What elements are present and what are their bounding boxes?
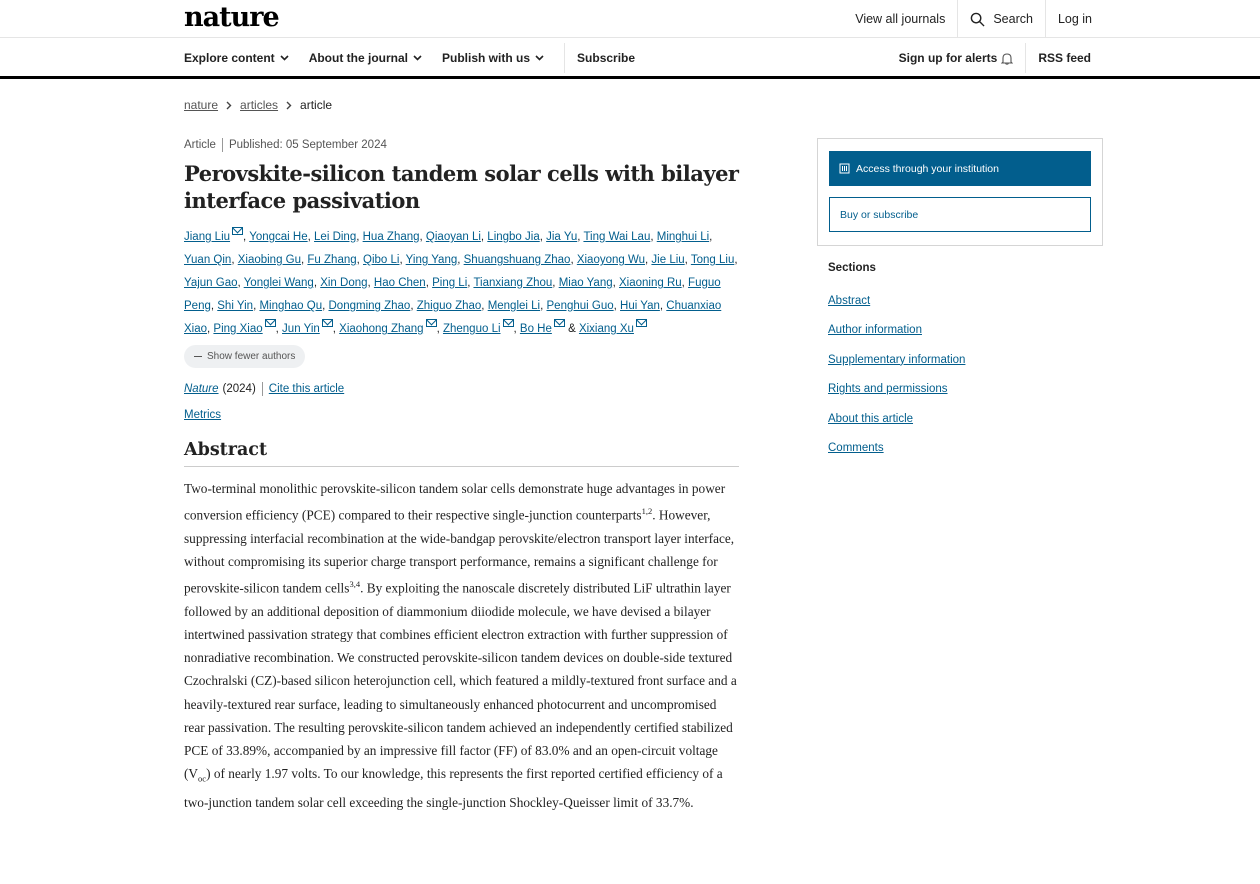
meta-divider (222, 138, 223, 152)
article-type: Article (184, 139, 216, 151)
top-links (843, 0, 1104, 38)
publication-year: (2024) (222, 383, 256, 395)
access-label: Access through your institution (856, 162, 999, 175)
email-icon[interactable] (232, 227, 243, 235)
nav-publish-with-us[interactable] (442, 51, 544, 65)
author-link[interactable]: Menglei Li (487, 300, 541, 312)
sign-up-alerts-button[interactable] (887, 51, 1026, 65)
section-link-comments[interactable]: Comments (828, 441, 884, 454)
author-link[interactable]: Fuguo Peng (184, 277, 721, 312)
sections-title: Sections (828, 262, 876, 274)
author-list: Jiang Liu , Yongcai He, Lei Ding, Hua Zhang, Qiaoyan Li, Lingbo Jia, Jia Yu, Ting Wai Lau, Minghui Li, Yuan Qin, Xiaobing Gu, Fu Zhang, Qibo Li, Ying Yang, Shuangshuang Zhao, Xiaoyong Wu, Jie Liu, Tong Liu, Yajun Gao, Yonglei Wang, Xin Dong, Hao Chen, Ping Li, Tianxiang Zhou, Miao Yang, Xiaoning Ru, Fuguo Peng, Shi Yin, Minghao Qu, Dongming Zhao, Zhiguo Zhao, Menglei Li, Penghui Guo, Hui Yan, Chuanxiao Xiao, Ping Xiao , Jun Yin , Xiaohong Zhang , Zhenguo Li , Bo He & Xixiang Xu (184, 226, 739, 341)
citation-row (184, 382, 739, 396)
email-icon[interactable] (265, 319, 276, 327)
author-link[interactable]: Xiaoyong Wu (576, 254, 646, 266)
author-link[interactable]: Lingbo Jia (487, 231, 540, 243)
buy-or-subscribe-button[interactable]: Buy or subscribe (829, 197, 1091, 232)
chevron-right-icon (286, 101, 292, 110)
alerts-label: Sign up for alerts (898, 51, 998, 65)
article-title: Perovskite-silicon tandem solar cells with bilayer interface passivation (184, 161, 739, 213)
bell-icon (1001, 52, 1013, 65)
section-item-supplementary (828, 354, 965, 383)
access-institution-button[interactable] (829, 151, 1091, 186)
reference-3-4[interactable]: 3,4 (349, 579, 361, 590)
nav-about-journal[interactable] (309, 51, 422, 65)
author-link[interactable]: Hui Yan (620, 300, 660, 312)
minus-icon (194, 356, 202, 358)
author-link[interactable]: Xiaobing Gu (237, 254, 302, 266)
author-ampersand: & (568, 323, 576, 335)
author-link[interactable]: Jiang Liu (184, 231, 231, 243)
section-item-about-article (828, 413, 965, 442)
breadcrumb-articles[interactable]: articles (240, 98, 279, 112)
author-link[interactable]: Qibo Li (363, 254, 400, 266)
search-button[interactable] (957, 0, 1045, 38)
nature-logo[interactable]: nature (184, 2, 279, 33)
author-link[interactable]: Minghao Qu (259, 300, 323, 312)
cite-article-link[interactable]: Cite this article (268, 383, 345, 395)
show-fewer-label: Show fewer authors (207, 351, 296, 362)
author-link[interactable]: Dongming Zhao (328, 300, 411, 312)
author-link[interactable]: Yuan Qin (184, 254, 232, 266)
author-link[interactable]: Ping Li (432, 277, 468, 289)
institution-icon (839, 163, 850, 174)
author-link[interactable]: Hao Chen (373, 277, 426, 289)
show-fewer-authors-button[interactable] (184, 345, 305, 368)
email-icon[interactable] (322, 319, 333, 327)
author-link[interactable]: Xixiang Xu (578, 323, 634, 335)
article-main (184, 138, 739, 814)
author-link[interactable]: Miao Yang (558, 277, 613, 289)
reference-1-2[interactable]: 1,2 (641, 506, 653, 517)
nav-subscribe[interactable]: Subscribe (564, 43, 635, 73)
rss-feed-link[interactable]: RSS feed (1025, 43, 1103, 73)
author-link[interactable]: Zhiguo Zhao (416, 300, 482, 312)
author-link[interactable]: Tong Liu (690, 254, 735, 266)
email-icon[interactable] (503, 319, 514, 327)
breadcrumb-nature[interactable]: nature (184, 98, 219, 112)
abstract-part-3: . By exploiting the nanoscale discretely distributed LiF ultrathin layer followed by an additional deposition of diammonium diiodide molecule, we have devised a bilayer intertwined passivation strategy that combines efficient electron extraction with further suppression of nonradiative recombination. We constructed perovskite-silicon tandem devices on double-side textured Czochralski (CZ)-based silicon heterojunction cell, which featured a mildly-textured front surface and a heavily-textured rear surface, leading to simultaneously enhanced photocurrent and uncompromised rear passivation. The resulting perovskite-silicon tandem achieved an independently certified stabilized PCE of 33.89%, accompanied by an impressive fill factor (FF) of 83.0% and an open-circuit voltage (V (184, 580, 737, 782)
chevron-down-icon (413, 55, 422, 61)
breadcrumb (184, 98, 332, 112)
author-link[interactable]: Minghui Li (656, 231, 710, 243)
section-item-author-information (828, 324, 965, 353)
author-link[interactable]: Penghui Guo (546, 300, 614, 312)
journal-link[interactable]: Nature (184, 383, 219, 395)
section-link-about-article[interactable]: About this article (828, 412, 914, 425)
metrics-link[interactable]: Metrics (184, 409, 222, 421)
author-link[interactable]: Hua Zhang (362, 231, 420, 243)
view-all-journals-link[interactable]: View all journals (855, 12, 946, 26)
chevron-down-icon (280, 55, 289, 61)
voc-subscript: oc (198, 773, 207, 784)
nav-explore-content[interactable] (184, 51, 289, 65)
cite-divider (262, 382, 263, 396)
nav-about-label: About the journal (308, 51, 409, 65)
author-link[interactable]: Ying Yang (405, 254, 458, 266)
abstract-part-1: Two-terminal monolithic perovskite-silicon tandem solar cells demonstrate huge advantages in power conversion efficiency (PCE) compared to their respective single-junction counterparts (184, 481, 726, 523)
abstract-text (184, 477, 739, 814)
author-link[interactable]: Tianxiang Zhou (473, 277, 553, 289)
main-nav (0, 39, 1260, 79)
author-link[interactable]: Lei Ding (314, 231, 357, 243)
author-link[interactable]: Jie Liu (651, 254, 685, 266)
author-link[interactable]: Xin Dong (320, 277, 368, 289)
author-link[interactable]: Xiaoning Ru (619, 277, 682, 289)
author-link[interactable]: Jun Yin (282, 323, 320, 335)
section-link-abstract[interactable]: Abstract (828, 295, 871, 307)
email-icon[interactable] (426, 319, 437, 327)
chevron-right-icon (226, 101, 232, 110)
author-link[interactable]: Chuanxiao Xiao (184, 300, 722, 335)
article-meta (184, 138, 739, 152)
author-link[interactable]: Yongcai He (249, 231, 308, 243)
breadcrumb-current: article (300, 98, 333, 112)
abstract-part-4: ) of nearly 1.97 volts. To our knowledge, this represents the first reported certified efficiency of a two-junction tandem solar cell exceeding the single-junction Shockley-Queisser limit of 33.7%. (184, 766, 723, 811)
email-icon[interactable] (554, 319, 565, 327)
abstract-heading: Abstract (184, 440, 739, 467)
section-links (828, 295, 965, 471)
section-link-rights[interactable]: Rights and permissions (828, 383, 948, 396)
author-link[interactable]: Jia Yu (546, 231, 578, 243)
author-link[interactable]: Xiaohong Zhang (339, 323, 424, 335)
author-link[interactable]: Yonglei Wang (243, 277, 314, 289)
search-icon (970, 12, 985, 27)
nav-explore-label: Explore content (184, 51, 275, 65)
section-item-comments (828, 442, 965, 471)
author-link[interactable]: Shi Yin (217, 300, 254, 312)
section-link-author-information[interactable]: Author information (828, 324, 922, 337)
published-date: Published: 05 September 2024 (228, 139, 387, 151)
author-link[interactable]: Shuangshuang Zhao (463, 254, 571, 266)
log-in-link[interactable]: Log in (1045, 0, 1104, 38)
nav-publish-label: Publish with us (442, 51, 531, 65)
author-link[interactable]: Yajun Gao (184, 277, 238, 289)
section-item-abstract (828, 295, 965, 324)
top-bar (0, 0, 1260, 38)
search-label: Search (993, 12, 1033, 26)
author-link[interactable]: Ting Wai Lau (583, 231, 651, 243)
author-link[interactable]: Zhenguo Li (442, 323, 501, 335)
author-link[interactable]: Fu Zhang (307, 254, 357, 266)
email-icon[interactable] (636, 319, 647, 327)
author-link[interactable]: Bo He (519, 323, 552, 335)
section-item-rights (828, 383, 965, 412)
section-link-supplementary[interactable]: Supplementary information (828, 353, 966, 366)
author-link[interactable]: Qiaoyan Li (425, 231, 481, 243)
abstract-part-2: . However, suppressing interfacial recombination at the wide-bandgap perovskite/electron transport layer interface, without compromising its superior charge transport performance, remains a significant challenge for perovskite-silicon tandem cells (184, 507, 735, 596)
author-link[interactable]: Ping Xiao (213, 323, 263, 335)
chevron-down-icon (535, 55, 544, 61)
access-box (817, 138, 1103, 246)
